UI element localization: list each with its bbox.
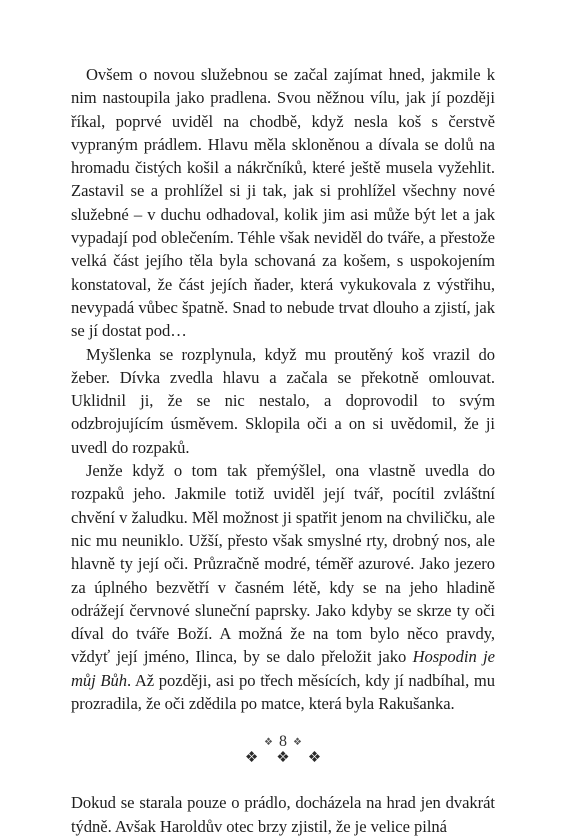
diamond-ornament-icon: ❖ xyxy=(244,749,259,766)
page-content xyxy=(71,63,495,838)
diamond-ornament-icon: ❖ xyxy=(293,736,302,748)
diamond-ornament-icon: ❖ xyxy=(264,736,273,748)
paragraph-3-text-before: Jenže když o tom tak přemýšlel, ona vlastně uvedla do rozpaků jeho. Jakmile totiž uviděl její tvář, pocítil zvláštní chvění v žaludku. Měl možnost ji spatřit jenom na chviličku, ale nic mu neuniklo. Užší, přesto však smyslné rty, drobný nos, ale hlavně ty její oči. Průzračně modré, téměř azurové. Jako jezero za úplného bezvětří v časném létě, kdy se na jeho hladině odrážejí červnové sluneční paprsky. Jako kdyby se skrze ty oči díval do tváře Boží. A možná že na tom bylo něco pravdy, vždyť její jméno, Ilinca, by se dalo přeložit jako xyxy=(71,461,495,667)
paragraph-1: Ovšem o novou služebnou se začal zajímat hned, jakmile k nim nastoupila jako pradlena. Svou něžnou vílu, jak jí později říkal, poprvé uviděl na chodbě, když nesla koš s čerstvě vypraným prádlem. Hlavu měla skloněnou a dívala se dolů na hromadu čistých košil a nákrčníků, které ještě musela vyžehlit. Zastavil se a prohlížel si ji tak, jak si prohlížel všechny nové služebné – v duchu odhadoval, kolik jim asi může být let a jak vypadají pod oblečením. Téhle však neviděl do tváře, a přestože velká část jejího těla byla schovaná za košem, s uspokojením konstatoval, že část jejích ňader, která vykukovala z výstřihu, nevypadá vůbec špatně. Snad to nebude trvat dlouho a zjistí, jak se jí dostat pod… xyxy=(71,65,495,341)
diamond-ornament-icon: ❖ xyxy=(307,749,322,766)
page-footer xyxy=(0,733,566,751)
paragraph-3-text-after: . Až později, asi po třech měsících, kdy jí nadbíhal, mu prozradila, že oči zdědila po matce, která byla Rakušanka. xyxy=(71,670,495,714)
page-number: 8 xyxy=(279,733,287,750)
paragraph-3-italic: Hospodin je můj Bůh xyxy=(71,647,495,690)
paragraph-3 xyxy=(71,459,495,715)
paragraph-4: Dokud se starala pouze o prádlo, docházela na hrad jen dvakrát týdně. Avšak Haroldův otec brzy zjistil, že je velice pilná xyxy=(71,793,495,836)
paragraph-2: Myšlenka se rozplynula, když mu proutěný koš vrazil do žeber. Dívka zvedla hlavu a začala se překotně omlouvat. Uklidnil ji, že se nic nestalo, a doprovodil to svým odzbrojujícím úsměvem. Sklopila oči a on si uvědomil, že ji uvedl do rozpaků. xyxy=(71,344,495,457)
diamond-ornament-icon: ❖ xyxy=(276,749,290,766)
